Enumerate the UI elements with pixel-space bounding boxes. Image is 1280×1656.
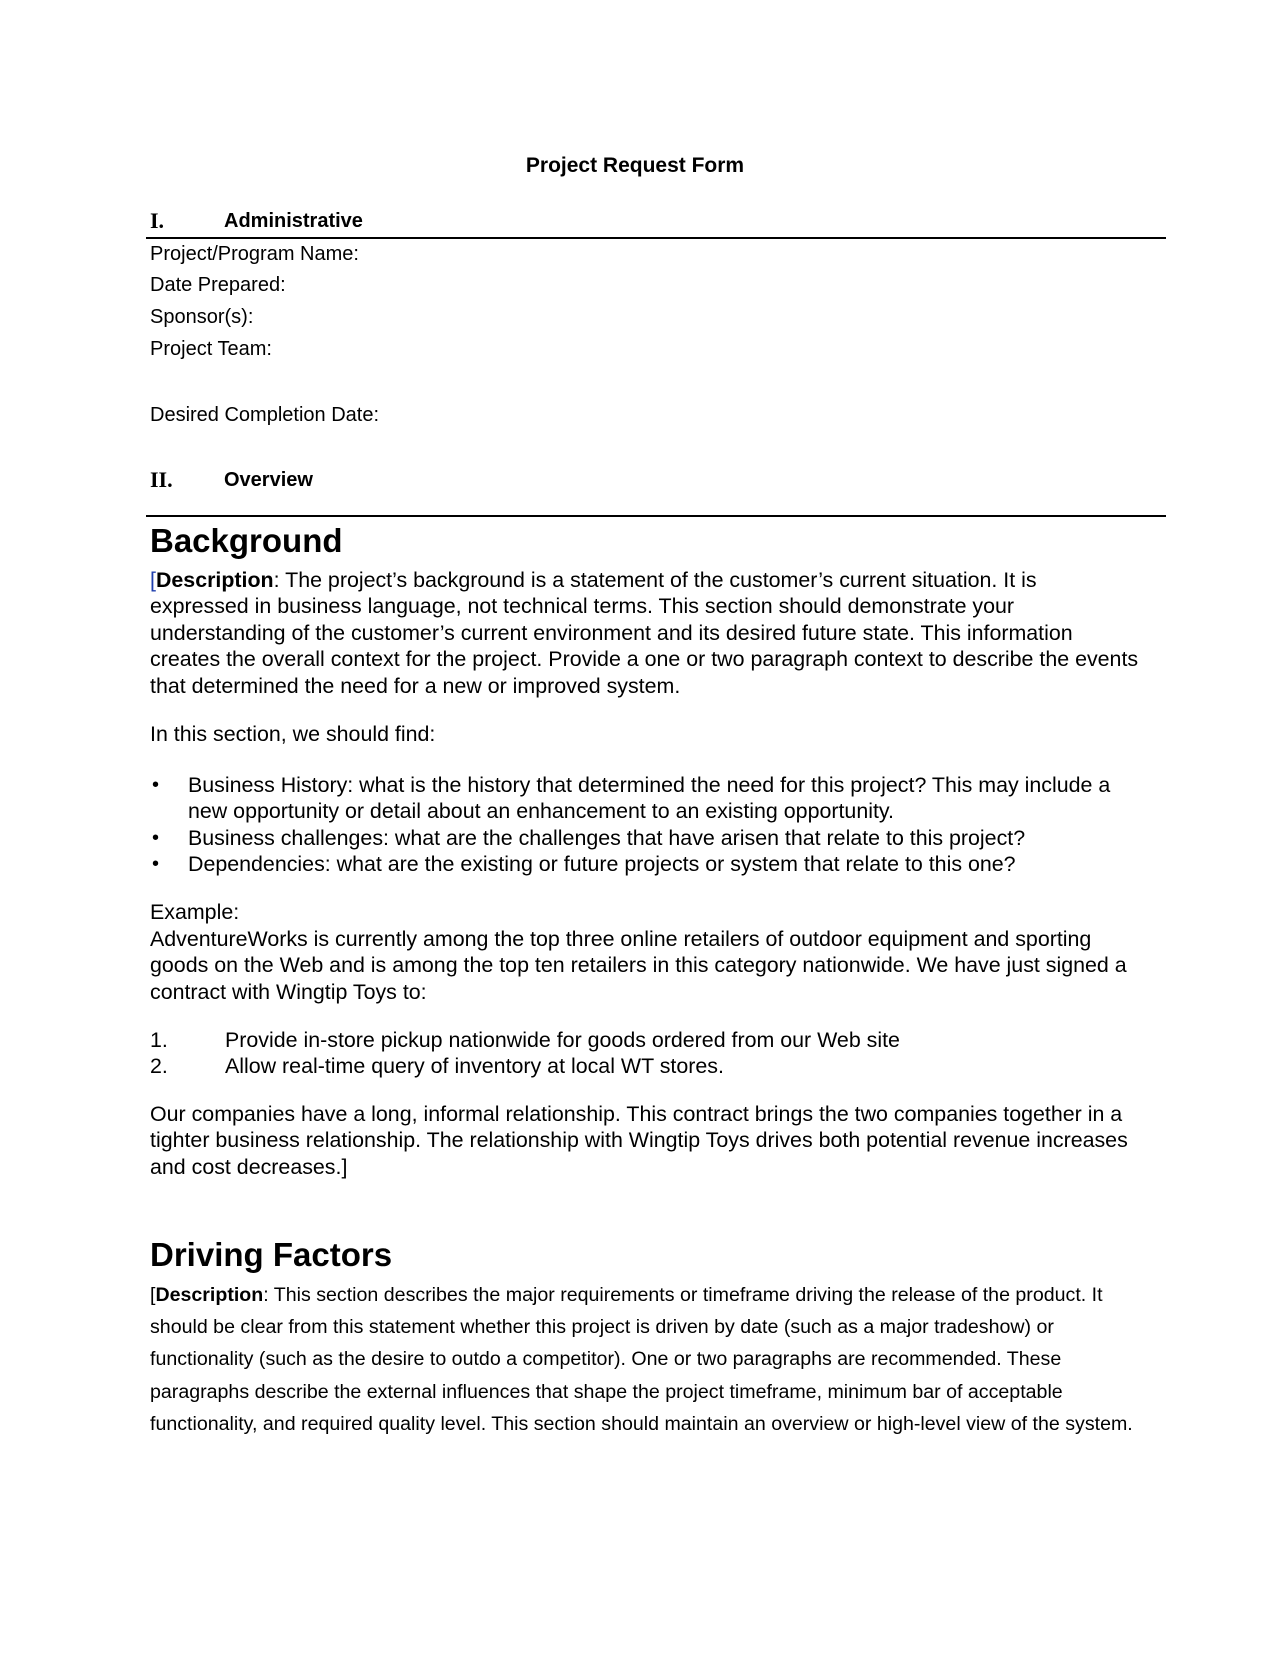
background-heading: Background — [150, 522, 343, 559]
list-text: Allow real-time query of inventory at local WT stores. — [225, 1054, 724, 1079]
field-project-team: Project Team: — [150, 338, 272, 360]
section-label: Overview — [224, 469, 313, 491]
bullet-text: Business challenges: what are the challenges that have arisen that relate to this project? — [188, 825, 1026, 850]
bullet-glyph: • — [152, 853, 160, 876]
list-text: Provide in-store pickup nationwide for goods ordered from our Web site — [225, 1028, 900, 1052]
bullet-text: Business History: what is the history that determined the need for this project? This may include a new opportunity or detail about an enhancement to an existing opportunity. — [188, 773, 1111, 824]
background-find-intro: In this section, we should find: — [150, 722, 436, 746]
list-item — [150, 825, 1140, 851]
list-item — [150, 772, 1140, 825]
list-number: 2. — [150, 1054, 168, 1079]
bullet-glyph: • — [152, 774, 160, 796]
list-item — [150, 1053, 1140, 1079]
field-desired-completion-date: Desired Completion Date: — [150, 404, 379, 426]
open-bracket: [ — [150, 568, 156, 592]
open-bracket: [ — [150, 1284, 156, 1306]
list-item — [150, 1027, 1140, 1053]
example-text: AdventureWorks is currently among the top three online retailers of outdoor equipment and sporting goods on the Web and is among the top ten retailers in this category nationwide. We have just signed a contract with Wingtip Toys to: — [150, 927, 1127, 1004]
example-label: Example: — [150, 900, 240, 924]
bullet-text: Dependencies: what are the existing or future projects or system that relate to this one? — [188, 852, 1016, 877]
field-date-prepared: Date Prepared: — [150, 274, 286, 296]
section-numeral: II. — [150, 467, 173, 492]
field-sponsors: Sponsor(s): — [150, 306, 254, 328]
background-closing: Our companies have a long, informal relationship. This contract brings the two companies together in a tighter business relationship. The relationship with Wingtip Toys drives both potential revenue increases and cost decreases.] — [150, 1102, 1128, 1179]
description-text: : This section describes the major requirements or timeframe driving the release of the product. It should be clear from this statement whether this project is driven by date (such as a major tradeshow) or functionality (such as the desire to outdo a competitor). One or two paragraphs are recommended. These paragraphs describe the external influences that shape the project timeframe, minimum bar of acceptable functionality, and required quality level. This section should maintain an overview or high-level view of the system. — [150, 1284, 1133, 1435]
background-bullet-list — [150, 772, 1140, 878]
driving-factors-heading: Driving Factors — [150, 1236, 393, 1273]
description-text: : The project’s background is a statement of the customer’s current situation. It is expressed in business language, not technical terms. This section should demonstrate your understanding of the customer’s current environment and its desired future state. This information creates the overall context for the project. Provide a one or two paragraph context to describe the events that determined the need for a new or improved system. — [150, 568, 1139, 698]
list-number: 1. — [150, 1028, 168, 1052]
section-label: Administrative — [224, 210, 363, 232]
description-label: Description — [155, 1284, 264, 1306]
example-numbered-list — [150, 1027, 1140, 1080]
list-item — [150, 851, 1140, 877]
section-numeral: I. — [150, 208, 165, 233]
description-label: Description — [155, 568, 274, 592]
driving-factors-description — [150, 1279, 1150, 1440]
background-description — [150, 567, 1140, 699]
section-rule — [146, 515, 1166, 517]
section-administrative-heading — [146, 206, 1166, 236]
section-overview-heading — [146, 465, 1166, 495]
bullet-glyph: • — [152, 826, 160, 849]
document-title: Project Request Form — [525, 154, 745, 177]
field-project-name: Project/Program Name: — [150, 243, 359, 265]
